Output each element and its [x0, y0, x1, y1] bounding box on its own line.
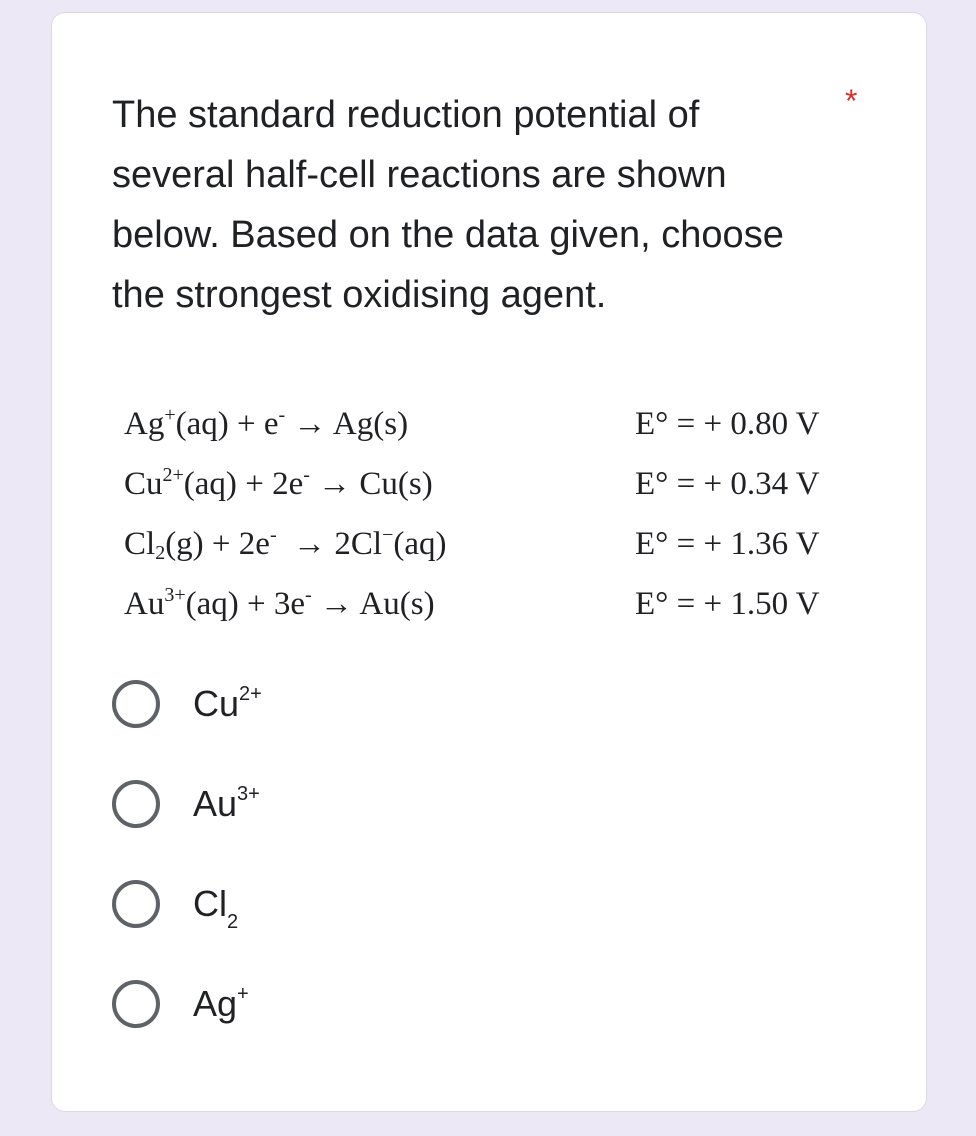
- reaction-equation: $Cu^{2+}(aq) + 2e^- \to Cu(s)$: [124, 464, 433, 502]
- option-label[interactable]: $Au^{3+}$: [193, 783, 260, 824]
- radio-button[interactable]: [112, 680, 160, 728]
- reaction-row-cl: [124, 526, 844, 576]
- reaction-row-cu: [124, 466, 844, 516]
- reaction-equation: $Cl_2(g) + 2e^- \to 2Cl^-(aq)$: [124, 524, 447, 564]
- radio-button[interactable]: [112, 980, 160, 1028]
- radio-button[interactable]: [112, 780, 160, 828]
- required-asterisk: *: [845, 83, 858, 119]
- reaction-row-au: [124, 586, 844, 636]
- question-card: [51, 12, 927, 1112]
- reaction-potential: E° = + 1.50 V: [635, 586, 820, 622]
- option-cl2[interactable]: [112, 874, 512, 934]
- option-au3plus[interactable]: [112, 774, 512, 834]
- radio-button[interactable]: [112, 880, 160, 928]
- reaction-row-ag: [124, 406, 844, 456]
- question-text: The standard reduction potential of several half-cell reactions are shown below. Based on the data given, choose the strongest oxidising agent.: [112, 94, 784, 316]
- option-label[interactable]: $Cl_2$: [193, 883, 239, 933]
- option-cu2plus[interactable]: [112, 674, 512, 734]
- reaction-equation: $Au^{3+}(aq) + 3e^- \to Au(s)$: [124, 584, 435, 622]
- reaction-potential: E° = + 0.80 V: [635, 406, 820, 442]
- reaction-potential: E° = + 0.34 V: [635, 466, 820, 502]
- option-label[interactable]: Ag+: [193, 983, 249, 1024]
- option-label[interactable]: $Cu^{2+}$: [193, 683, 262, 724]
- option-agplus[interactable]: [112, 974, 512, 1034]
- reaction-potential: E° = + 1.36 V: [635, 526, 820, 562]
- reaction-equation: Ag+(aq) + e- → Ag(s): [124, 404, 409, 442]
